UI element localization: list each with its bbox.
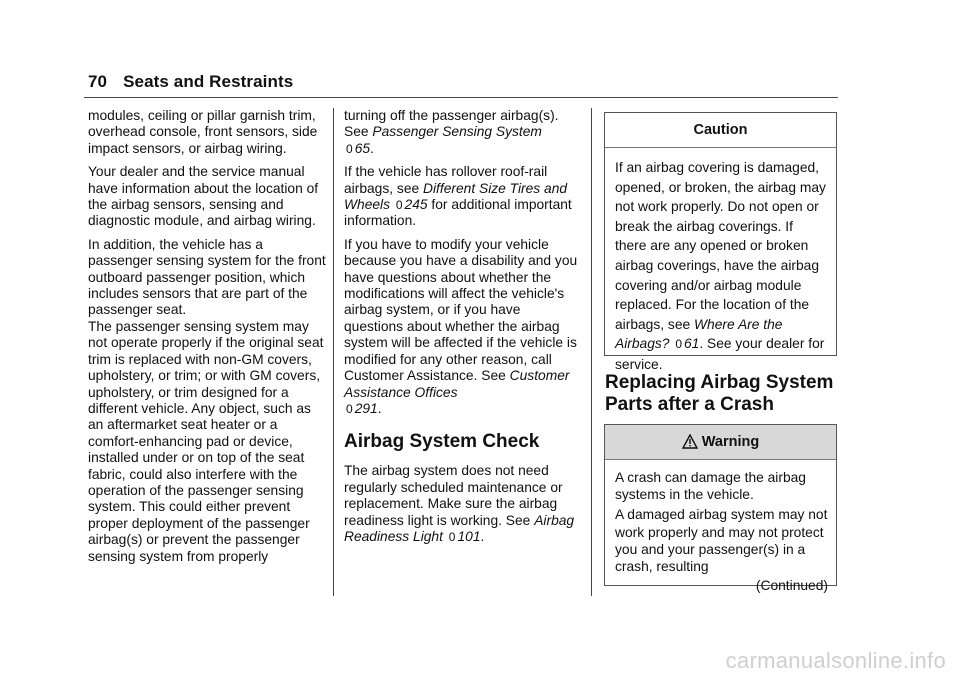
column-2 [344, 108, 580, 552]
page-ref-icon: 0 [448, 529, 456, 544]
col2-p2-tail: for additional important information. [344, 197, 572, 229]
warning-box [604, 424, 837, 594]
warning-title: Warning [701, 434, 760, 450]
warning-paragraph-1: A crash can damage the airbag systems in the vehicle. [615, 470, 806, 503]
page-header [88, 72, 293, 92]
link-where-are-the-airbags[interactable]: Where Are the Airbags? [615, 316, 783, 352]
col2-paragraph-1: turning off the passenger airbag(s). See Passenger Sensing System 0 65. [344, 108, 559, 156]
column-divider-2 [591, 108, 592, 596]
column-divider-1 [333, 108, 334, 596]
caution-body: If an airbag covering is damaged, opened, or broken, the airbag may not work properly. Do not open or break the airbag coverings. If there are any opened or broken airbag coverings, have the airbag covering and/or airbag module replaced. For the location of the airbags, see Where Are the Airbags? 0 61. See your dealer for service. [615, 160, 826, 372]
heading-replacing-line-1: Replacing Airbag System [605, 372, 834, 393]
heading-replacing-line-2: Parts after a Crash [605, 394, 774, 415]
warning-body [605, 460, 836, 594]
page-ref-101[interactable]: 101 [457, 528, 481, 544]
page-ref-icon: 0 [395, 198, 403, 213]
warning-paragraph-2: A damaged airbag system may not work properly and may not protect you and your passenger(s) in a crash, resulting [615, 507, 828, 575]
col2-p3-text: If you have to modify your vehicle because you have a disability and you have questions about whether the modifications will affect the vehicle's airbag system, or if you have questions about whether the airbag system will be affected if the vehicle is modified for any other reason, call Customer Assistance. See [344, 236, 578, 384]
page-number: 70 [88, 72, 108, 91]
watermark: carmanualsonline.info [725, 648, 946, 673]
heading-airbag-system-check: Airbag System Check [344, 431, 540, 453]
link-airbag-readiness-light[interactable]: Airbag Readiness Light [344, 512, 575, 544]
col2-paragraph-2 [344, 164, 580, 230]
page-ref-icon: 0 [346, 141, 353, 156]
col1-paragraph-1: modules, ceiling or pillar garnish trim, overhead console, front sensors, side impact sensors, or airbag wiring. [88, 108, 318, 156]
warning-triangle-icon [682, 428, 698, 462]
page-ref-65[interactable]: 65 [354, 140, 371, 156]
col2-paragraph-4: The airbag system does not need regularly scheduled maintenance or replacement. Make sure the airbag readiness light is working. See Airbag Readiness Light 0 101. [344, 463, 575, 544]
col2-p2-text: If the vehicle has rollover roof-rail airbags, see [344, 164, 548, 196]
link-different-size-tires[interactable]: Different Size Tires and Wheels [344, 180, 568, 213]
link-passenger-sensing-system[interactable]: Passenger Sensing System [372, 124, 542, 140]
section-title: Seats and Restraints [123, 72, 294, 91]
caution-box [604, 112, 837, 372]
continued-label: (Continued) [755, 578, 828, 594]
caution-text: If an airbag covering is damaged, opened, or broken, the airbag may not work properly. Do not open or break the airbag coverings. If there are any opened or broken airbag coverings, have the airbag covering and/or airbag module replaced. For the location of the airbags, see [615, 160, 826, 332]
page-ref-icon: 0 [675, 337, 682, 352]
page-ref-icon: 0 [346, 401, 353, 416]
caution-title: Caution [605, 113, 836, 148]
warning-header [605, 425, 836, 460]
col2-paragraph-3: If you have to modify your vehicle because you have a disability and you have questions about whether the modifications will affect the vehicle's airbag system, or if you have questions about whether the airbag system will be affected if the vehicle is modified for any other reason, call Customer Assistance. See Customer Assistance Offices 0 291. [344, 236, 578, 416]
column-1 [88, 108, 326, 572]
section-replacing-airbag [605, 372, 845, 416]
caution-tail: See your dealer for service. [615, 336, 825, 372]
col1-paragraph-2: Your dealer and the service manual have information about the location of the airbag sensors, sensing and diagnostic module, and airbag wiring. [88, 164, 319, 229]
col1-paragraph-3b: The passenger sensing system may not operate properly if the original seat trim is replaced with non-GM covers, upholstery, or trim; or with GM covers, upholstery, or trim designed for a different vehicle. Any object, such as an aftermarket seat heater or a comfort-enhancing pad or device, installed under or on top of the seat fabric, could also interfere with the operation of the passenger sensing system. This could either prevent proper deployment of the passenger airbag(s) or prevent the passenger sensing system from properly [88, 318, 324, 564]
page-ref-61[interactable]: 61 [684, 336, 700, 352]
col1-paragraph-3a: In addition, the vehicle has a passenger sensing system for the front outboard passenger position, which includes sensors that are part of the passenger seat. [88, 236, 326, 318]
header-divider [84, 97, 838, 98]
page-ref-245[interactable]: 245 [404, 197, 428, 213]
page-ref-291[interactable]: 291 [354, 400, 378, 416]
col2-p4-text: The airbag system does not need regularly scheduled maintenance or replacement. Make sure the airbag readiness light is working. See [344, 463, 563, 528]
link-customer-assistance-offices[interactable]: Customer Assistance Offices [344, 368, 570, 400]
col2-p1-text: turning off the passenger airbag(s). See [344, 108, 559, 140]
